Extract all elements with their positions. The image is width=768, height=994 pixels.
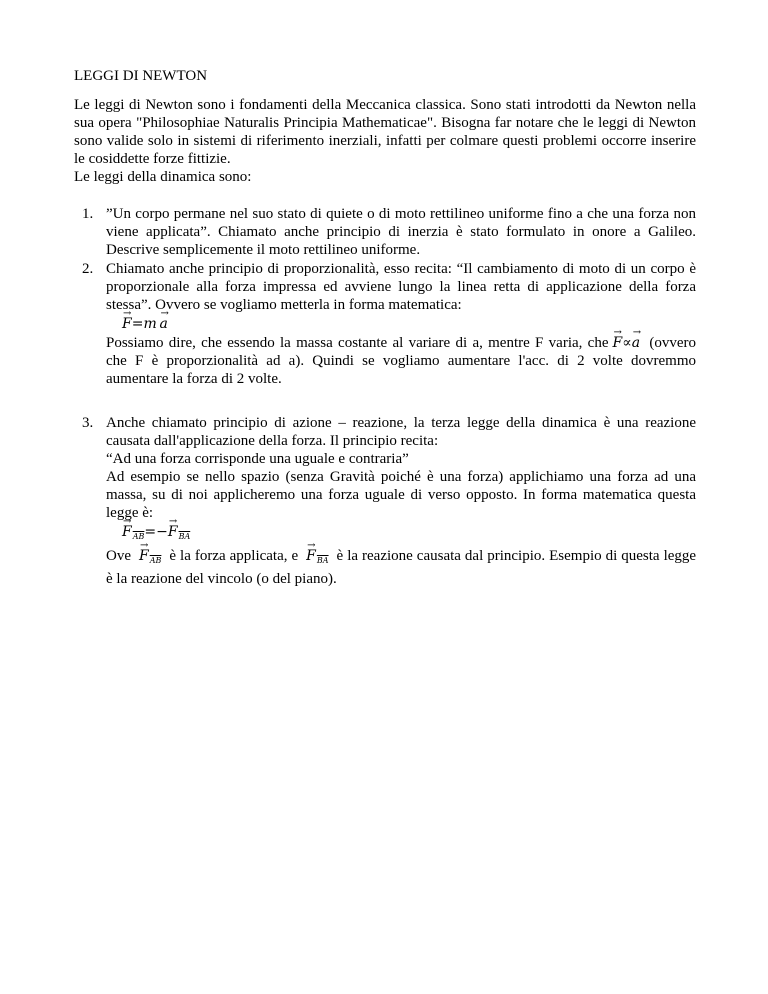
force-ab-vector: → F [139,547,149,565]
ove-word: Ove [106,548,131,564]
force-ba-inline [306,547,328,570]
subscript-ab: AB [132,532,145,541]
proportional-sign: ∝ [622,335,632,351]
law-3-equation [106,522,696,547]
law-3-text-3: Ad esempio se nello spazio (senza Gravità poiché è una forza) applichiamo una forza ad una massa, su di noi applicheremo una forza uguale di verso opposto. In forma matematica questa legge è: [106,469,696,521]
law-1-body [106,205,696,259]
force-vector: → F [122,314,132,334]
law-2-body [106,260,696,388]
force-ba-vector: → F [168,522,178,542]
equals-sign: = [131,316,144,332]
law-1-text: ”Un corpo permane nel suo stato di quiete o di moto rettilineo uniforme fino a che una forza non viene applicata”. Chiamato anche principio di inerzia è stato formulato in onore a Galileo. Descrive semplicemente il moto rettilineo uniforme. [106,206,696,258]
law-3-number: 3. [82,415,94,431]
law-2-text-2a: Possiamo dire, che essendo la massa costante al variare di a, mentre F varia, che [106,335,609,351]
law-3-ove [106,547,696,588]
force-ab-vector: → F [122,522,132,542]
force-vector: → F [613,334,623,352]
intro-paragraph: Le leggi di Newton sono i fondamenti della Meccanica classica. Sono stati introdotti da Newton nella sua opera "Philosophiae Naturalis Principia Mathematicae". Bisogna far notare che le leggi di Newton sono valide solo in sistemi di riferimento inerziali, infatti per colmare questi problemi occorre inserire le cosiddette forze fittizie. [74,97,696,167]
proportionality-formula [613,334,641,352]
mass-symbol: m [143,316,157,332]
subscript-ab: AB [149,556,162,565]
law-2-text: Chiamato anche principio di proporzionalità, esso recita: “Il cambiamento di moto di un corpo è proporzionale alla forza impressa ed avviene lungo la linea retta di applicazione della forza stessa”. Ovvero se vogliamo metterla in forma matematica: [106,261,696,313]
document-title: LEGGI DI NEWTON [74,68,208,84]
law-3-text: Anche chiamato principio di azione – reazione, la terza legge della dinamica è una reazione causata dall'applicazione della forza. Il principio recita: [106,415,696,449]
law-2-text-2 [106,334,696,388]
law-3-quote: “Ad una forza corrisponde una uguale e contraria” [106,451,409,467]
subscript-ba: BA [178,532,191,541]
subscript-ba: BA [316,556,329,565]
law-3-body [106,414,696,588]
ove-end-text: è la reazione causata dal principio. Esempio di questa legge è la reazione del vincolo (o del piano). [106,548,697,587]
ove-mid-text: è la forza applicata, e [169,548,299,564]
force-ba-vector: → F [306,547,316,565]
law-2-equation [106,314,696,334]
force-ab-inline [139,547,161,570]
law-1-number: 1. [82,206,94,222]
law-2-number: 2. [82,261,94,277]
intro-lead: Le leggi della dinamica sono: [74,169,252,185]
acceleration-vector: → a [632,334,640,352]
equals-minus-sign: =− [144,524,168,540]
acceleration-vector: → a [160,314,168,334]
law-2-text-2b: (ovvero che F è proporzionalità ad a). Quindi se vogliamo aumentare l'acc. di 2 volte dovremmo aumentare la forza di 2 volte. [106,335,696,387]
